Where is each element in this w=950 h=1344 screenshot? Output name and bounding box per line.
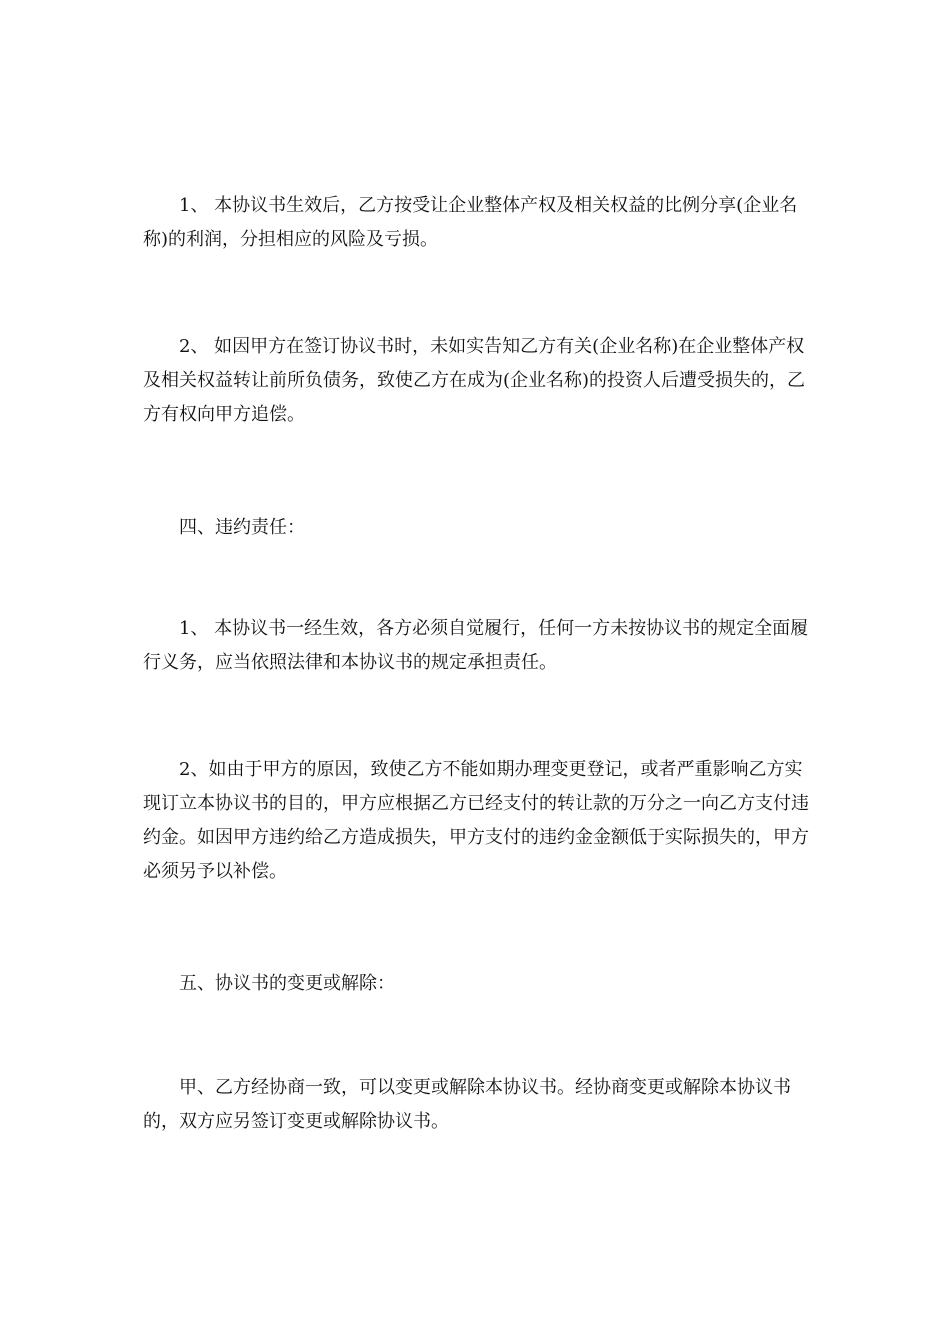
clause-4-1-paragraph: 1、 本协议书一经生效，各方必须自觉履行，任何一方未按协议书的规定全面履行义务，应当依照法律和本协议书的规定承担责任。 (143, 618, 809, 673)
section-4-heading: 四、违约责任： (179, 517, 305, 538)
section-5-heading: 五、协议书的变更或解除： (179, 973, 395, 994)
clause-3-1-paragraph: 1、 本协议书生效后，乙方按受让企业整体产权及相关权益的比例分享(企业名称)的利润，分担相应的风险及亏损。 (143, 195, 798, 250)
clause-5-paragraph: 甲、乙方经协商一致，可以变更或解除本协议书。经协商变更或解除本协议书的，双方应另签订变更或解除协议书。 (143, 1077, 791, 1132)
clause-3-2-paragraph: 2、 如因甲方在签订协议书时，未如实告知乙方有关(企业名称)在企业整体产权及相关权益转让前所负债务，致使乙方在成为(企业名称)的投资人后遭受损失的，乙方有权向甲方追偿。 (143, 336, 806, 425)
clause-4-2-paragraph: 2、如由于甲方的原因，致使乙方不能如期办理变更登记，或者严重影响乙方实现订立本协议书的目的，甲方应根据乙方已经支付的转让款的万分之一向乙方支付违约金。如因甲方违约给乙方造成损失，甲方支付的违约金金额低于实际损失的，甲方必须另予以补偿。 (143, 759, 809, 882)
